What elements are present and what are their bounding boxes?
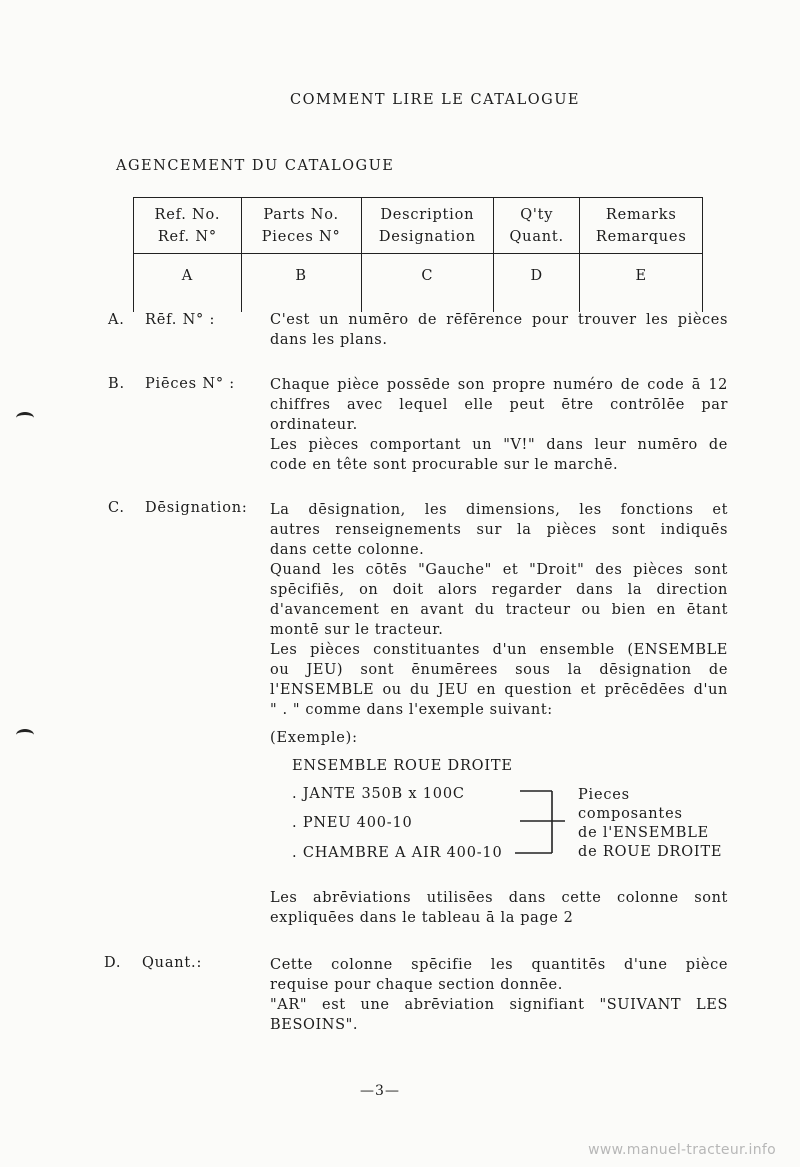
text-line: BESOINS". [270, 1017, 359, 1033]
bracket-note-line: composantes [578, 806, 683, 822]
text-line: dans les plans. [270, 332, 388, 348]
text-line: code en tête sont procurable sur le marchē. [270, 457, 619, 473]
text-line: dans cette colonne. [270, 542, 425, 558]
column-header-parts: Parts No. Pieces N° [241, 198, 361, 254]
watermark: www.manuel-tracteur.info [588, 1142, 776, 1158]
text-line: l'ENSEMBLE ou du JEU en question et prēcēdēes d'un [270, 682, 728, 698]
column-letter-e: E [580, 254, 703, 313]
section-a-letter: A. [108, 312, 125, 328]
example-item-3: . CHAMBRE A AIR 400-10 [292, 845, 503, 861]
example-title: ENSEMBLE ROUE DROITE [292, 758, 513, 774]
section-d-letter: D. [104, 955, 122, 971]
section-d-text [270, 955, 728, 1035]
section-b-letter: B. [108, 376, 125, 392]
text-line: Les abrēviations utilisēes dans cette colonne sont [270, 890, 728, 906]
text-line: requise pour chaque section donnēe. [270, 977, 563, 993]
section-c-letter: C. [108, 500, 125, 516]
text-line: Cette colonne spēcifie les quantitēs d'une pièce [270, 957, 728, 973]
column-letter-c: C [361, 254, 493, 313]
binding-hole-mark [16, 412, 34, 424]
page-title: COMMENT LIRE LE CATALOGUE [289, 92, 581, 108]
text-line: Les pièces constituantes d'un ensemble (ENSEMBLE [270, 642, 728, 658]
section-c-label: Dēsignation: [145, 500, 248, 516]
example-label: (Exemple): [270, 730, 358, 746]
bracket-note-line: de l'ENSEMBLE [578, 825, 710, 841]
text-line: C'est un numēro de rēfērence pour trouver les pièces [270, 312, 728, 328]
text-line: Quand les cōtēs "Gauche" et "Droit" des pièces sont [270, 562, 728, 578]
section-a-label: Rēf. N° : [145, 312, 216, 328]
text-line: Chaque pièce possēde son propre numéro de code ā 12 [270, 377, 728, 393]
text-line: d'avancement en avant du tracteur ou bien en ētant [270, 602, 728, 618]
text-line: autres renseignements sur la pièces sont indiquēs [270, 522, 728, 538]
column-letter-a: A [134, 254, 242, 313]
text-line: spēcifiēs, on doit alors regarder dans la direction [270, 582, 728, 598]
example-item-2: . PNEU 400-10 [292, 815, 413, 831]
text-line: La dēsignation, les dimensions, les fonctions et [270, 502, 728, 518]
column-header-ref: Ref. No. Ref. N° [134, 198, 242, 254]
binding-hole-mark [16, 729, 34, 741]
page-number: —3— [360, 1083, 400, 1099]
column-letter-d: D [494, 254, 580, 313]
catalogue-layout-table [133, 197, 703, 312]
text-line: ou JEU) sont ēnumērees sous la dēsignation de [270, 662, 728, 678]
section-heading: AGENCEMENT DU CATALOGUE [116, 158, 395, 174]
text-line: " . " comme dans l'exemple suivant: [270, 702, 553, 718]
text-line: chiffres avec lequel elle peut ētre contrōlēe par [270, 397, 728, 413]
column-header-description: Description Designation [361, 198, 493, 254]
text-line: Les pièces comportant un "V!" dans leur numēro de [270, 437, 728, 453]
text-line: expliquēes dans le tableau ā la page 2 [270, 910, 574, 926]
grouping-bracket [505, 784, 575, 864]
section-c-text [270, 500, 728, 720]
bracket-note-line: de ROUE DROITE [578, 844, 723, 860]
column-header-quantity: Q'ty Quant. [494, 198, 580, 254]
section-c-abbreviations-text [270, 888, 728, 928]
column-header-remarks: Remarks Remarques [580, 198, 703, 254]
text-line: "AR" est une abrēviation signifiant "SUIVANT LES [270, 997, 728, 1013]
section-b-label: Piēces N° : [145, 376, 235, 392]
bracket-note-line: Pieces [578, 787, 630, 803]
text-line: ordinateur. [270, 417, 358, 433]
section-a-text [270, 310, 728, 350]
bracket-note [578, 786, 722, 862]
example-item-1: . JANTE 350B x 100C [292, 786, 465, 802]
column-letter-b: B [241, 254, 361, 313]
section-d-label: Quant.: [142, 955, 203, 971]
text-line: montē sur le tracteur. [270, 622, 444, 638]
section-b-text [270, 375, 728, 475]
